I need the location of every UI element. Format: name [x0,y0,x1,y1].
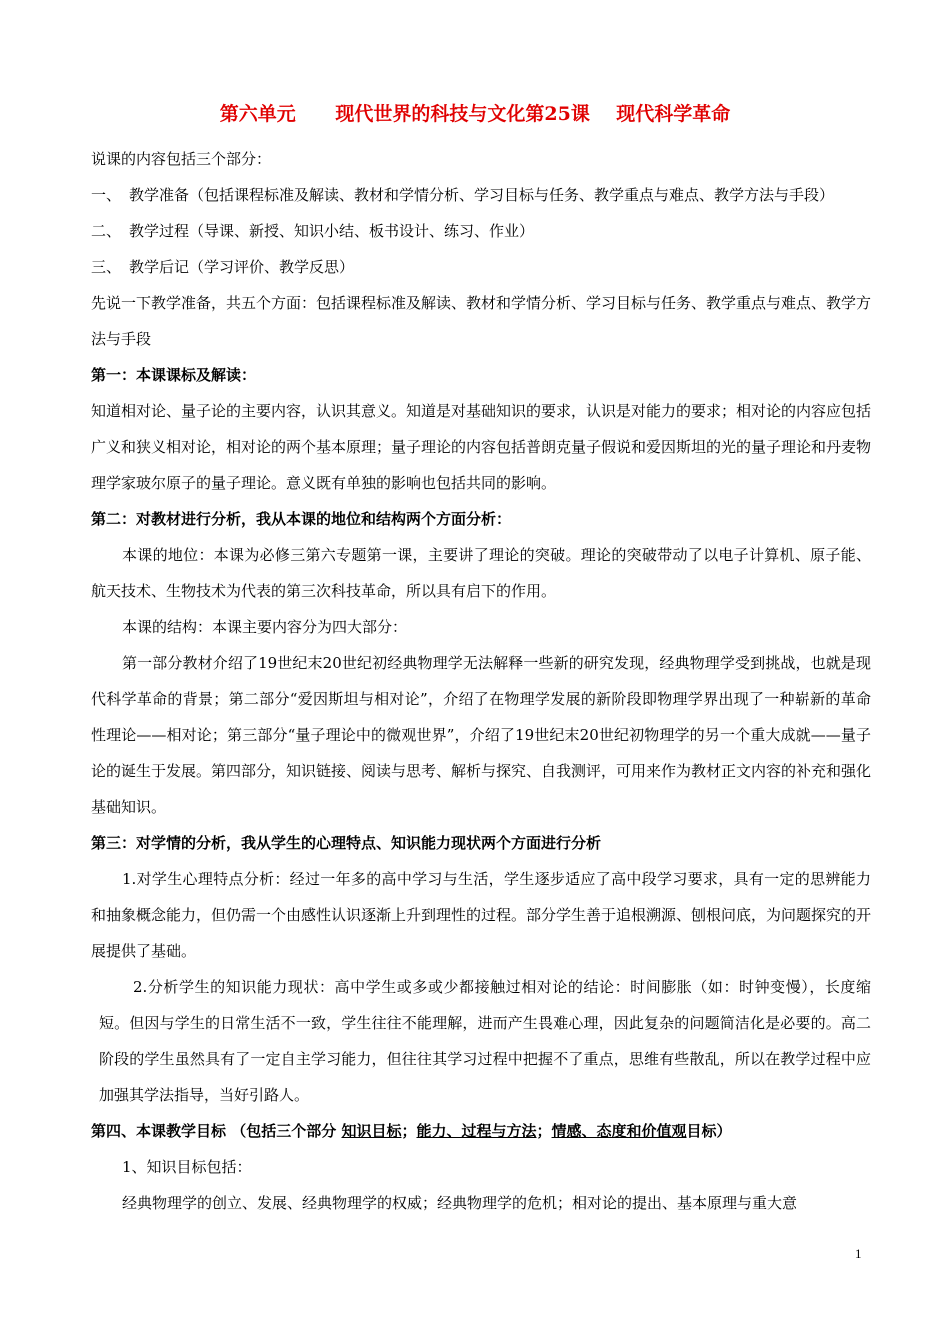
goal-emotion: 情感、态度和价值观 [551,1122,687,1140]
heading-separator-1: ； [401,1122,417,1140]
section-4-body: 经典物理学的创立、发展、经典物理学的权威；经典物理学的危机；相对论的提出、基本原理与重大意 [122,1194,798,1212]
section-4-heading-end: 目标） [686,1122,732,1140]
outline-item-2-num: 二、 [91,222,122,240]
outline-item-2 [91,213,871,249]
section-2-position: 本课的地位：本课为必修三第六专题第一课，主要讲了理论的突破。理论的突破带动了以电子计算机、原子能、航天技术、生物技术为代表的第三次科技革命，所以具有启下的作用。 [91,546,871,600]
section-2-heading: 第二：对教材进行分析，我从本课的地位和结构两个方面分析： [91,510,512,528]
prep-summary: 先说一下教学准备，共五个方面：包括课程标准及解读、教材和学情分析、学习目标与任务、教学重点与难点、教学方法与手段 [91,294,872,348]
page-number: 1 [855,1246,862,1261]
outline-item-3 [91,249,871,285]
section-4-heading-start: 第四、本课教学目标 （包括三个部分 [91,1122,337,1140]
section-3-paragraph-1: 1.对学生心理特点分析：经过一年多的高中学习与生活，学生逐步适应了高中段学习要求，具有一定的思辨能力和抽象概念能力，但仍需一个由感性认识逐渐上升到理性的过程。部分学生善于追根溯源、刨根问底，为问题探究的开展提供了基础。 [91,870,872,960]
section-2-parts: 第一部分教材介绍了19世纪末20世纪初经典物理学无法解释一些新的研究发现，经典物理学受到挑战，也就是现代科学革命的背景；第二部分“爱因斯坦与相对论”，介绍了在物理学发展的新阶段即物理学界出现了一种崭新的革命性理论——相对论；第三部分“量子理论中的微观世界”，介绍了19世纪末20世纪初物理学的另一个重大成就——量子论的诞生于发展。第四部分，知识链接、阅读与思考、解析与探究、自我测评，可用来作为教材正文内容的补充和强化基础知识。 [91,654,872,816]
section-2-structure: 本课的结构：本课主要内容分为四大部分： [122,618,408,636]
intro-text: 说课的内容包括三个部分： [91,150,272,168]
outline-item-3-text: 教学后记（学习评价、教学反思） [129,258,355,276]
outline-item-1-text: 教学准备（包括课程标准及解读、教材和学情分析、学习目标与任务、教学重点与难点、教学方法与手段） [129,186,835,204]
outline-item-2-text: 教学过程（导课、新授、知识小结、板书设计、练习、作业） [129,222,535,240]
section-1-body: 知道相对论、量子论的主要内容，认识其意义。知道是对基础知识的要求，认识是对能力的要求；相对论的内容应包括广义和狭义相对论，相对论的两个基本原理；量子理论的内容包括普朗克量子假说和爱因斯坦的光的量子理论和丹麦物理学家玻尔原子的量子理论。意义既有单独的影响也包括共同的影响。 [91,402,872,492]
heading-separator-2: ； [536,1122,552,1140]
document-title: 第六单元 现代世界的科技与文化第25课 现代科学革命 [219,103,731,125]
outline-item-1-num: 一、 [91,186,122,204]
section-3-paragraph-2: 2.分析学生的知识能力现状：高中学生或多或少都接触过相对论的结论：时间膨胀（如：时钟变慢），长度缩短。但因与学生的日常生活不一致，学生往往不能理解，进而产生畏难心理，因此复杂的问题简洁化是必要的。高二阶段的学生虽然具有了一定自主学习能力，但往往其学习过程中把握不了重点，思维有些散乱，所以在教学过程中应加强其学法指导，当好引路人。 [99,978,871,1104]
outline-item-3-num: 三、 [91,258,122,276]
outline-item-1 [91,177,871,213]
section-4-sub: 1、知识目标包括： [122,1158,252,1176]
section-3-heading: 第三：对学情的分析，我从学生的心理特点、知识能力现状两个方面进行分析 [91,834,602,852]
section-4-heading [91,1113,871,1149]
goal-knowledge: 知识目标 [341,1122,402,1140]
document-body [91,141,871,1221]
section-1-heading: 第一：本课课标及解读： [91,366,257,384]
goal-ability: 能力、过程与方法 [416,1122,537,1140]
